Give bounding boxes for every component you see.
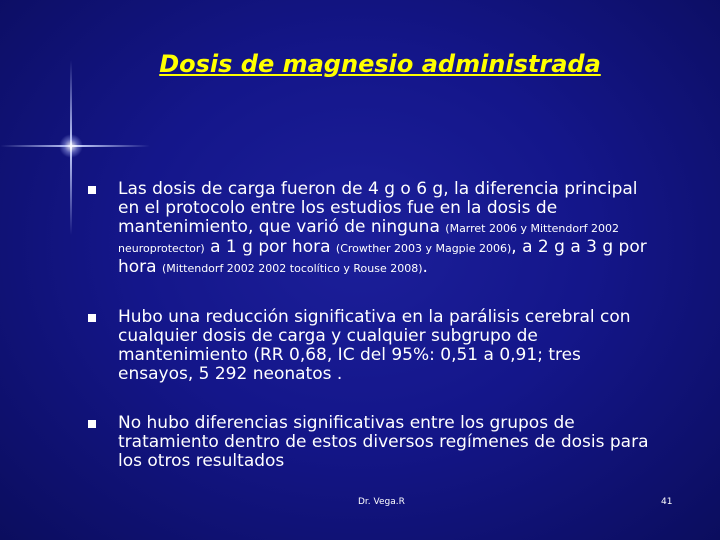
bullet-item-1 — [88, 180, 658, 278]
footer-author: Dr. Vega.R — [358, 497, 405, 507]
bullet-1-citation-2: (Crowther 2003 y Magpie 2006) — [335, 242, 512, 255]
bullet-item-2 — [88, 308, 658, 384]
lens-flare-glow — [59, 134, 83, 158]
bullet-list — [88, 179, 658, 471]
bullet-1-citation-1: (Marret 2006 y Mittendorf 2002 neuroprotector) — [118, 222, 619, 255]
bullet-1-text-4: . — [422, 257, 428, 277]
page-number: 41 — [661, 497, 673, 507]
bullet-1-text-3: , a 2 g a 3 g por hora — [118, 237, 647, 277]
bullet-item-3 — [88, 414, 658, 471]
bullet-square-icon — [88, 420, 96, 428]
bullet-1-text: Las dosis de carga fueron de 4 g o 6 g, la diferencia principal en el protocolo entre los estudios fue en la dosis de mantenimiento, que varió de ninguna — [118, 179, 638, 237]
bullet-3-text: No hubo diferencias significativas entre los grupos de tratamiento dentro de estos diversos regímenes de dosis para los otros resultados — [118, 413, 649, 471]
slide-title: Dosis de magnesio administrada — [159, 50, 601, 78]
bullet-1-citation-3: (Mittendorf 2002 2002 tocolítico y Rouse 2008) — [162, 262, 423, 275]
bullet-square-icon — [88, 186, 96, 194]
bullet-square-icon — [88, 314, 96, 322]
bullet-2-text: Hubo una reducción significativa en la parálisis cerebral con cualquier dosis de carga y cualquier subgrupo de mantenimiento (RR 0,68, IC del 95%: 0,51 a 0,91; tres ensayos, 5 292 neonatos . — [118, 307, 631, 384]
bullet-1-text-2: a 1 g por hora — [204, 237, 336, 257]
